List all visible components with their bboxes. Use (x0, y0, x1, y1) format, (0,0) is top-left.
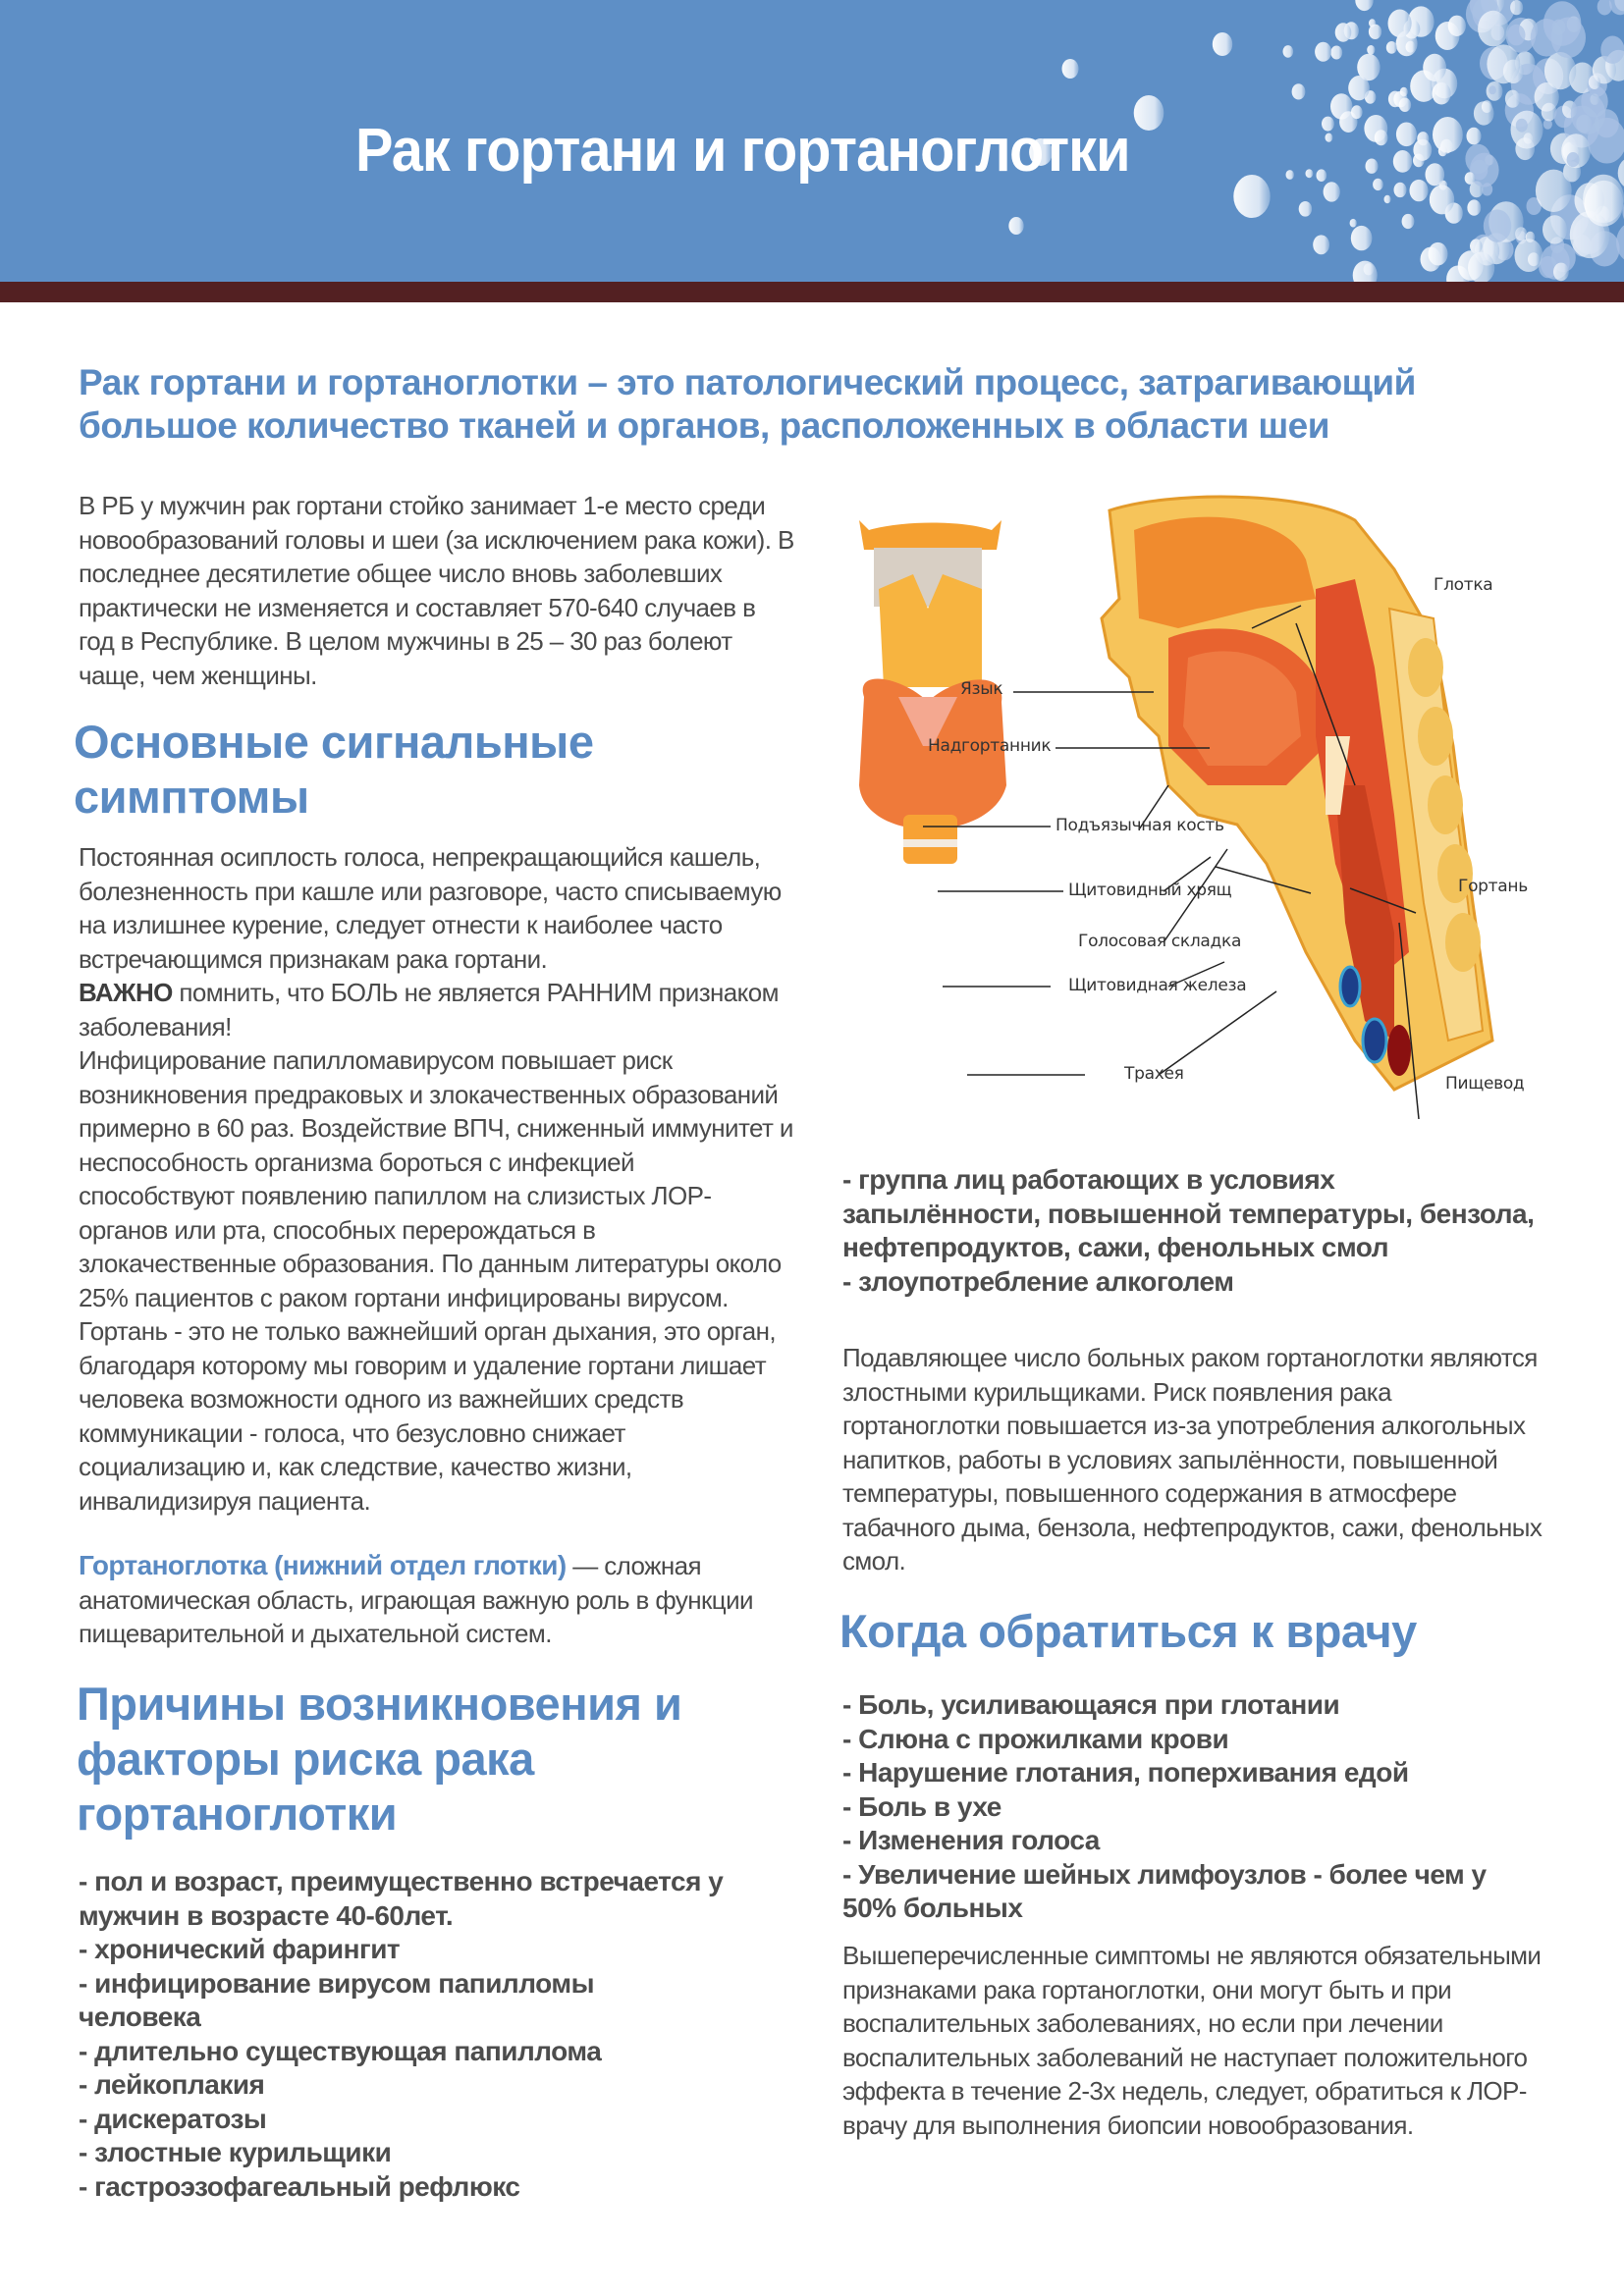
bubble (1410, 180, 1429, 201)
bubble (1396, 123, 1417, 147)
bubble (1399, 98, 1411, 112)
label-hyoid-bone: Подъязычная кость (1056, 816, 1224, 835)
list-item: - группа лиц работающих в условиях запылённости, повышенной температуры, бензола, нефтепродуктов, сажи, фенольных смол (842, 1164, 1535, 1262)
hypopharynx-text: — сложная анатомическая область, играющая важную роль в функции пищеварительной и дыхательной систем. (79, 1551, 753, 1648)
list-item: - пол и возраст, преимущественно встречается у мужчин в возрасте 40-60лет. (79, 1866, 724, 1931)
list-item: - Изменения голоса (842, 1825, 1100, 1855)
bubble (1465, 172, 1476, 185)
label-thyroid-gland: Щитовидная железа (1068, 976, 1247, 995)
bubble (1283, 45, 1294, 58)
bubble (1516, 119, 1528, 133)
bubble (1393, 150, 1412, 173)
bubble (1375, 130, 1388, 145)
bubble (1511, 111, 1543, 149)
bubble (1330, 46, 1342, 60)
bubble (1528, 252, 1540, 266)
bubble (1213, 32, 1232, 56)
bubble (1313, 235, 1329, 254)
list-item: - гастроэзофагеальный рефлюкс (79, 2170, 520, 2202)
bubble (1535, 82, 1559, 112)
bubble (1306, 169, 1314, 178)
bubble (1600, 36, 1624, 64)
bubble (1062, 59, 1079, 79)
symptoms-paragraph-1: Постоянная осиплость голоса, непрекращающийся кашель, болезненность при кашле или разговоре, часто списываемую на излишнее курение, следует отнести к наиболее часто встречающимся признакам рака гортани. (79, 842, 782, 974)
bubble (1324, 182, 1340, 201)
bubble (1369, 25, 1381, 39)
list-item: - инфицирование вирусом папилломы человека (79, 1967, 594, 2032)
bubble (1433, 117, 1463, 152)
label-trachea: Трахея (1124, 1064, 1184, 1084)
list-item: - Увеличение шейных лимфоузлов - более чем у 50% больных (842, 1858, 1487, 1923)
list-item: - Слюна с прожилками крови (842, 1723, 1229, 1754)
bubble (1348, 76, 1370, 100)
bubble (1467, 128, 1482, 145)
bubble (1299, 201, 1312, 217)
symptoms-heading-line2: симптомы (74, 771, 309, 823)
bubble (1536, 170, 1572, 212)
bubble (1402, 214, 1415, 229)
bubble (1134, 95, 1164, 131)
bubble (1487, 44, 1520, 83)
warning-signs-list (842, 1688, 1520, 1926)
bubble (1386, 41, 1397, 54)
biopsy-paragraph: Вышеперечисленные симптомы не являются обязательными признаками рака гортаноглотки, они могут быть и при воспалительных заболеваниях, но если при лечении воспалительных заболеваний не наступает положительного эффекта в течение 2-3х недель, следует, обратиться к ЛОР- врачу для выполнения биопсии новообразования. (842, 1941, 1542, 2140)
bubble (1585, 181, 1624, 227)
list-item: - хронический фарингит (79, 1934, 401, 1964)
label-esophagus: Пищевод (1445, 1074, 1525, 1094)
list-item: - длительно существующая папиллома (79, 2035, 602, 2066)
bubble (1484, 209, 1511, 241)
causes-heading-line: факторы риска рака (77, 1733, 534, 1785)
bubble (1008, 217, 1023, 235)
bubble (1388, 9, 1412, 37)
bubble (1400, 87, 1408, 96)
doctor-heading: Когда обратиться к врачу (839, 1605, 1417, 1657)
bubble (1553, 263, 1569, 282)
bubble (1351, 226, 1373, 250)
bubble (1510, 0, 1523, 15)
bubble (1413, 139, 1432, 161)
symptoms-text (79, 840, 795, 1518)
hypopharynx-definition (79, 1549, 795, 1651)
bubble (1467, 199, 1481, 215)
list-item: - злоупотребление алкоголем (842, 1265, 1234, 1297)
list-item: - Боль в ухе (842, 1790, 1001, 1822)
bubble (1507, 25, 1525, 46)
bubble (1482, 100, 1492, 113)
bubble (1315, 42, 1331, 62)
bubble (1335, 23, 1352, 42)
bubble (1551, 18, 1586, 59)
bubble (1384, 195, 1391, 203)
bubble (1350, 219, 1357, 228)
bubble (1478, 11, 1508, 47)
lead-heading: Рак гортани и гортаноглотки – это патологический процесс, затрагивающий большое количество тканей и органов, расположенных в области шеи (79, 362, 1416, 446)
list-item: - дискератозы (79, 2103, 267, 2134)
list-item: - лейкоплакия (79, 2069, 265, 2100)
risk-factors-list-continued (842, 1163, 1540, 1299)
causes-heading (77, 1677, 803, 1842)
bubble (1571, 93, 1605, 134)
bubble (1317, 169, 1327, 182)
bubble (1292, 83, 1306, 99)
bubble (1326, 133, 1333, 142)
list-item: - Нарушение глотания, поперхивания едой (842, 1757, 1409, 1788)
label-pharynx: Глотка (1434, 575, 1493, 595)
symptoms-paragraph-2: Инфицирование папилломавирусом повышает риск возникновения предраковых и злокачественных образований примерно в 60 раз. Воздействие ВПЧ, сниженный иммунитет и неспособность организма бороться с инфекцией способствуют появлению папиллом на слизистых ЛОР-органов или рта, способных перерождаться в злокачественные образования. По данным литературы около 25% пациентов с раком гортани инфицированы вирусом. (79, 1045, 793, 1312)
bubble (1423, 54, 1446, 81)
bubble (1515, 239, 1543, 272)
important-text: помнить, что БОЛЬ не является РАННИМ признаком заболевания! (79, 978, 779, 1041)
header-stripe (0, 282, 1624, 302)
header-banner (0, 0, 1624, 282)
bubble (1433, 82, 1451, 105)
bubble (1406, 41, 1416, 53)
label-thyroid-cartilage: Щитовидный хрящ (1068, 881, 1232, 900)
important-note (79, 976, 795, 1043)
bubble (1589, 76, 1600, 89)
bubble (1426, 163, 1445, 186)
important-label: ВАЖНО (79, 978, 173, 1007)
list-item: - злостные курильщики (79, 2137, 392, 2167)
list-item: - Боль, усиливающаяся при глотании (842, 1689, 1340, 1720)
risk-factors-list (79, 1865, 805, 2204)
page-title: Рак гортани и гортаноглотки (355, 117, 1130, 185)
bubble (1322, 117, 1334, 132)
symptoms-heading-line1: Основные сигнальные (74, 716, 594, 768)
bubble (1353, 261, 1378, 282)
bubble (1351, 105, 1363, 119)
causes-heading-line: Причины возникновения и (77, 1678, 682, 1730)
causes-heading-line: гортаноглотки (77, 1788, 398, 1840)
bubble (1470, 153, 1499, 187)
bubble (1373, 179, 1383, 190)
bubble (1505, 90, 1520, 108)
bubble (1286, 170, 1294, 180)
intro-paragraph: В РБ у мужчин рак гортани стойко занимает 1-е место среди новообразований головы и шеи (за исключением рака кожи). В последнее десятилетие общее число вновь заболевших практически не изменяется и составляет 570-640 случаев в год в Республике. В целом мужчины в 25 – 30 раз болеют чаще, чем женщины. (79, 491, 794, 690)
hypopharynx-term: Гортаноглотка (нижний отдел глотки) (79, 1550, 567, 1580)
label-epiglottis: Надгортанник (928, 736, 1052, 756)
label-tongue: Язык (960, 679, 1003, 699)
bubble (1233, 175, 1270, 218)
bubble (1366, 159, 1379, 174)
bubble (1489, 85, 1496, 94)
bubble (1430, 185, 1454, 214)
bubble (1355, 0, 1373, 11)
symptoms-heading (74, 715, 800, 825)
label-vocal-fold: Голосовая складка (1078, 932, 1242, 951)
smokers-paragraph: Подавляющее число больных раком гортаноглотки являются злостными курильщиками. Риск появления рака гортаноглотки повышается из-за употребления алкогольных напитков, работы в условиях запылённости, повышенной температуры, повышенного содержания в атмосфере табачного дыма, бензола, нефтепродуктов, сажи, фенольных смол. (842, 1343, 1543, 1575)
symptoms-paragraph-3: Гортань - это не только важнейший орган дыхания, это орган, благодаря которому мы говорим и удаление гортани лишает человека возможности одного из важнейших средств коммуникации - голоса, что безусловно снижает социализацию и, как следствие, качество жизни, инвалидизируя пациента. (79, 1316, 777, 1516)
anatomy-illustration (844, 491, 1532, 1119)
bubble (1543, 215, 1567, 243)
bubble (1567, 152, 1580, 167)
bubble (1448, 16, 1466, 36)
bubble (1609, 0, 1624, 15)
bubble (1367, 45, 1375, 55)
label-larynx: Гортань (1458, 877, 1528, 896)
bubble (1394, 183, 1407, 197)
anatomy-diagram (844, 491, 1532, 1119)
bubble (1429, 242, 1448, 266)
